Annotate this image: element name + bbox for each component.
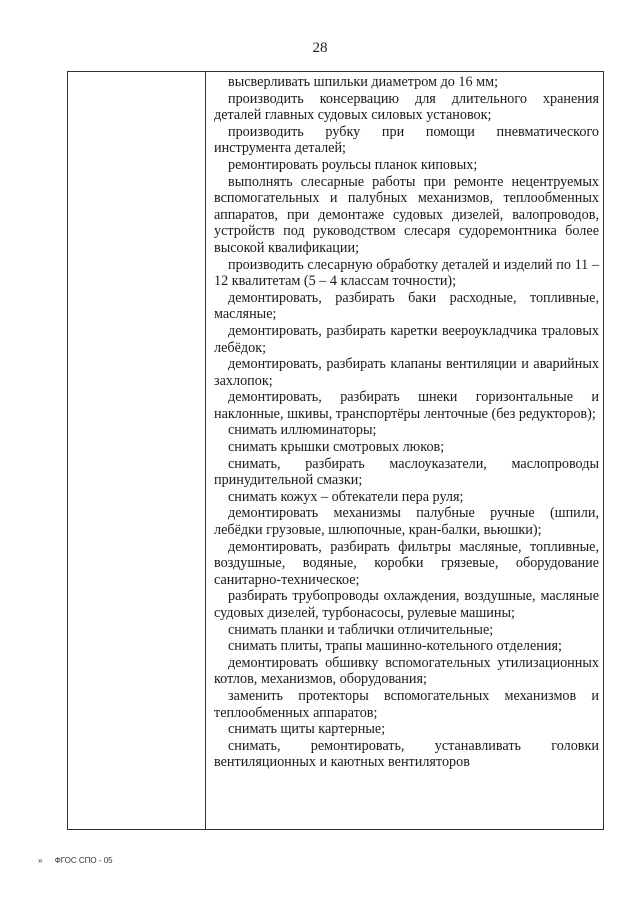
list-item: снимать щиты картерные; bbox=[228, 721, 386, 738]
page-footer bbox=[38, 856, 113, 865]
table-right-column bbox=[206, 72, 603, 771]
list-item: демонтировать механизмы палубные ручные (шпили, лебёдки грузовые, шлюпочные, кран-балки, вьюшки); bbox=[214, 505, 599, 539]
list-item: снимать, ремонтировать, устанавливать головки вентиляционных и каютных вентиляторов bbox=[214, 737, 599, 771]
table-left-column bbox=[68, 72, 206, 829]
list-item: выполнять слесарные работы при ремонте нецентруемых вспомогательных и палубных механизмов, теплообменных аппаратов, при демонтаже судовых дизелей, валопроводов, устройств под руководством слесаря судоремонтника более высокой квалификации; bbox=[214, 173, 599, 256]
list-item: производить рубку при помощи пневматического инструмента деталей; bbox=[214, 123, 599, 157]
list-item: демонтировать, разбирать шнеки горизонтальные и наклонные, шкивы, транспортёры ленточные (без редукторов); bbox=[214, 389, 599, 422]
list-item: демонтировать, разбирать каретки веероукладчика траловых лебёдок; bbox=[214, 322, 599, 356]
list-item: производить слесарную обработку деталей и изделий по 11 – 12 квалитетам (5 – 4 классам точности); bbox=[214, 256, 599, 290]
list-item: демонтировать, разбирать клапаны вентиляции и аварийных захлопок; bbox=[214, 356, 599, 389]
list-item: ремонтировать роульсы планок киповых; bbox=[228, 156, 478, 173]
list-item: снимать планки и таблички отличительные; bbox=[228, 621, 494, 638]
list-item: высверливать шпильки диаметром до 16 мм; bbox=[228, 74, 499, 90]
list-item: демонтировать, разбирать фильтры масляные, топливные, воздушные, водяные, коробки грязевые, оборудование санитарно-техническое; bbox=[214, 538, 599, 588]
list-item: снимать плиты, трапы машинно-котельного отделения; bbox=[228, 638, 562, 655]
content-table bbox=[67, 71, 604, 830]
list-item: снимать иллюминаторы; bbox=[228, 422, 377, 439]
list-item: снимать кожух – обтекатели пера руля; bbox=[228, 488, 464, 505]
list-item: разбирать трубопроводы охлаждения, воздушные, масляные судовых дизелей, турбонасосы, рулевые машины; bbox=[214, 588, 599, 621]
list-item: демонтировать обшивку вспомогательных утилизационных котлов, механизмов, оборудования; bbox=[214, 654, 599, 688]
footer-mark: » bbox=[38, 856, 43, 865]
list-item: демонтировать, разбирать баки расходные, топливные, масляные; bbox=[214, 289, 599, 323]
list-item: снимать крышки смотровых люков; bbox=[228, 439, 445, 456]
footer-text: ФГОС СПО - 05 bbox=[54, 856, 113, 865]
list-item: производить консервацию для длительного хранения деталей главных судовых силовых установок; bbox=[214, 90, 599, 124]
list-item: снимать, разбирать маслоуказатели, маслопроводы принудительной смазки; bbox=[214, 455, 599, 489]
list-item: заменить протекторы вспомогательных механизмов и теплообменных аппаратов; bbox=[214, 687, 599, 721]
page-number: 28 bbox=[312, 40, 328, 56]
